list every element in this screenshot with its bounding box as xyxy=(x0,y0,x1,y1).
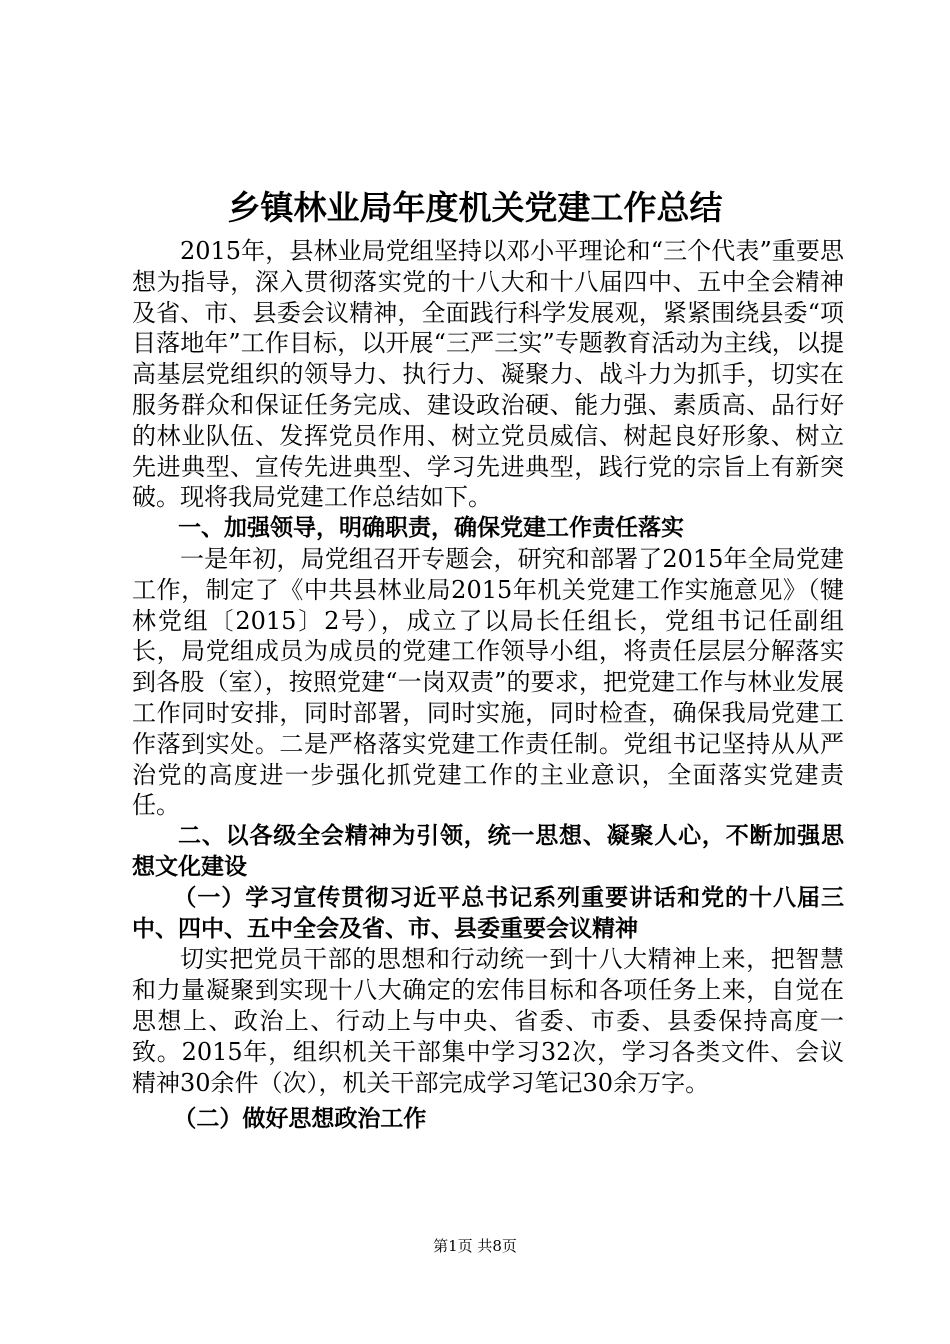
section-heading-1: 一、加强领导，明确职责，确保党建工作责任落实 xyxy=(178,515,684,542)
intro-paragraph: 2015年，县林业局党组坚持以邓小平理论和“三个代表”重要思想为指导，深入贯彻落实党的十八大和十八届四中、五中全会精神及省、市、县委会议精神，全面践行科学发展观，紧紧围绕县委“项目落地年”工作目标，以开展“三严三实”专题教育活动为主线，以提高基层党组织的领导力、执行力、凝聚力、战斗力为抓手，切实在服务群众和保证任务完成、建设政治硬、能力强、素质高、品行好的林业队伍、发挥党员作用、树立党员威信、树起良好形象、树立先进典型、宣传先进典型、学习先进典型，践行党的宗旨上有新突破。现将我局党建工作总结如下。 xyxy=(132,237,844,512)
section-heading-2: 二、以各级全会精神为引领，统一思想、凝聚人心，不断加强思想文化建设 xyxy=(132,823,844,880)
subsection-heading-2: （二）做好思想政治工作 xyxy=(173,1106,427,1133)
section-1-paragraph: 一是年初，局党组召开专题会，研究和部署了2015年全局党建工作，制定了《中共县林业局2015年机关党建工作实施意见》（犍林党组〔2015〕2号），成立了以局长任组长，党组书记任副组长，局党组成员为成员的党建工作领导小组，将责任层层分解落实到各股（室），按照党建“一岗双责”的要求，把党建工作与林业发展工作同时安排，同时部署，同时实施，同时检查，确保我局党建工作落到实处。二是严格落实党建工作责任制。党组书记坚持从从严治党的高度进一步强化抓党建工作的主业意识，全面落实党建责任。 xyxy=(132,544,844,820)
page-footer: 第1页 共8页 xyxy=(433,1237,517,1255)
subsection-1-paragraph: 切实把党员干部的思想和行动统一到十八大精神上来，把智慧和力量凝聚到实现十八大确定的宏伟目标和各项任务上来，自觉在思想上、政治上、行动上与中央、省委、市委、县委保持高度一致。2015年，组织机关干部集中学习32次，学习各类文件、会议精神30余件（次），机关干部完成学习笔记30余万字。 xyxy=(132,945,844,1097)
subsection-heading-1: （一）学习宣传贯彻习近平总书记系列重要讲话和党的十八届三中、四中、五中全会及省、市、县委重要会议精神 xyxy=(132,884,844,942)
document-body xyxy=(132,236,844,1135)
document-title: 乡镇林业局年度机关党建工作总结 xyxy=(227,188,723,227)
